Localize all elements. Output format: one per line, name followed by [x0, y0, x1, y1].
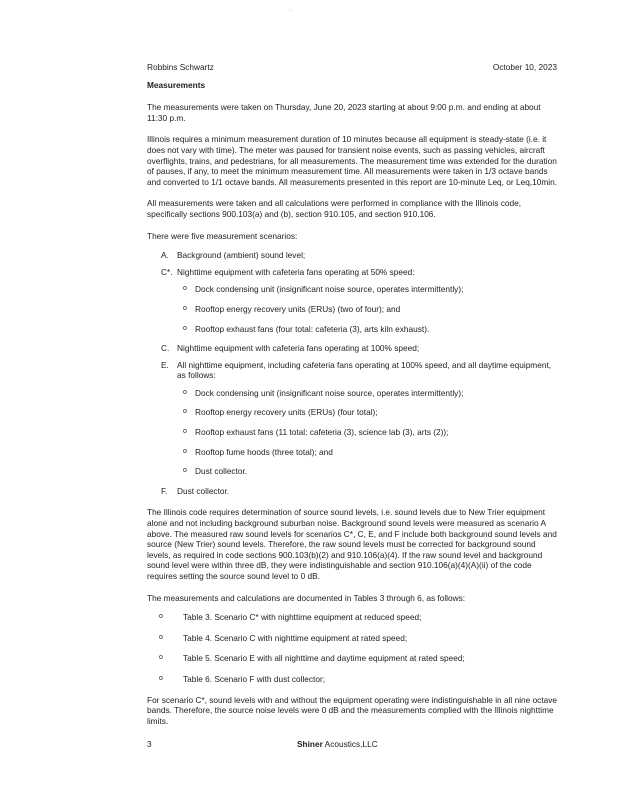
- document-page: [147, 62, 557, 737]
- scenario-item: [147, 250, 557, 261]
- table-list-item: [147, 633, 557, 644]
- bullet-icon: o: [159, 654, 163, 662]
- scan-mark: ·:·: [288, 8, 294, 14]
- equipment-text: Rooftop energy recovery units (ERUs) (two of four); and: [195, 303, 401, 314]
- bullet-icon: o: [183, 447, 187, 455]
- scenario-text: Background (ambient) sound level;: [177, 250, 306, 261]
- scenario-item: [147, 360, 557, 477]
- scenario-marker: A.: [161, 250, 169, 261]
- table-list-item: [147, 674, 557, 685]
- page-footer: [147, 739, 557, 750]
- scenario-item: [147, 343, 557, 354]
- bullet-icon: o: [159, 613, 163, 621]
- equipment-item: [173, 284, 557, 295]
- scenario-sublist: [173, 284, 557, 334]
- page-number: 3: [147, 739, 152, 749]
- table-list-text: Table 4. Scenario C with nighttime equipment at rated speed;: [183, 632, 408, 643]
- bullet-icon: o: [183, 304, 187, 312]
- bullet-icon: o: [159, 674, 163, 682]
- company-name-main: Shiner: [297, 739, 323, 749]
- bullet-icon: o: [183, 408, 187, 416]
- scenario-item: [147, 267, 557, 334]
- company-name-suffix: Acoustics,LLC: [322, 739, 378, 749]
- paragraph-7: For scenario C*, sound levels with and without the equipment operating were indistinguishable in all nine octave bands. Therefore, the source noise levels were 0 dB and the measurements complied with the Illinois nighttime limits.: [147, 694, 558, 726]
- equipment-text: Dock condensing unit (insignificant noise source, operates intermittently);: [195, 284, 464, 295]
- scenario-list: [147, 250, 557, 496]
- scenario-marker: E.: [161, 359, 169, 370]
- equipment-text: Dust collector.: [195, 466, 248, 477]
- scenario-text: All nighttime equipment, including cafeteria fans operating at 100% speed, and all daytime equipment, as follows:: [177, 359, 552, 381]
- scenario-marker: F.: [161, 485, 168, 496]
- table-list-text: Table 6. Scenario F with dust collector;: [183, 673, 326, 684]
- equipment-item: [173, 407, 557, 418]
- paragraph-2: Illinois requires a minimum measurement duration of 10 minutes because all equipment is steady-state (i.e. it does not vary with time). The meter was paused for transient noise events, such as passing vehicles, aircraft overflights, trains, and pedestrians, for all measurements. The measurement time was extended for the duration of pauses, if any, to meet the minimum measurement time. All measurements were taken in 1/3 octave bands and converted to 1/1 octave bands. All measurements presented in this report are 10-minute Leq, or Leq,10min.: [147, 134, 558, 187]
- equipment-text: Rooftop exhaust fans (11 total: cafeteria (3), science lab (3), arts (2));: [195, 427, 449, 438]
- scenario-text: Nighttime equipment with cafeteria fans operating at 50% speed:: [177, 266, 415, 277]
- bullet-icon: o: [183, 428, 187, 436]
- table-list-text: Table 3. Scenario C* with nighttime equipment at reduced speed;: [183, 612, 422, 623]
- page-header: [147, 62, 557, 73]
- scenario-marker: C*.: [161, 266, 173, 277]
- equipment-item: [173, 324, 557, 335]
- scenario-marker: C.: [161, 343, 170, 354]
- header-name: Robbins Schwartz: [147, 62, 214, 72]
- paragraph-4: There were five measurement scenarios:: [147, 230, 298, 241]
- paragraph-5: The Illinois code requires determination of source sound levels, i.e. sound levels due to New Trier equipment alone and not including background suburban noise. Background sound levels were measured as scenario A above. The measured raw sound levels for scenarios C*, C, E, and F include both background sound levels and source (New Trier) sound levels. Therefore, the raw sound levels must be corrected for background sound levels, as required in code sections 900.103(b)(2) and 910.106(a)(4). If the raw sound level and background sound level were within three dB, they were indistinguishable and section 910.106(a)(4)(A)(ii) of the code requires setting the source sound level to 0 dB.: [147, 507, 557, 581]
- equipment-text: Dock condensing unit (insignificant noise source, operates intermittently);: [195, 387, 464, 398]
- equipment-item: [173, 427, 557, 438]
- equipment-item: [173, 304, 557, 315]
- paragraph-1: The measurements were taken on Thursday, June 20, 2023 starting at about 9:00 p.m. and ending at about 11:30 p.m.: [147, 102, 541, 123]
- scenario-item: [147, 486, 557, 497]
- paragraph-3: All measurements were taken and all calculations were performed in compliance with the Illinois code, specifically sections 900.103(a) and (b), section 910.105, and section 910.106.: [147, 198, 522, 219]
- equipment-text: Rooftop fume hoods (three total); and: [195, 446, 333, 457]
- bullet-icon: o: [159, 633, 163, 641]
- section-heading: Measurements: [147, 79, 206, 90]
- header-date: October 10, 2023: [492, 62, 557, 72]
- scenario-sublist: [173, 388, 557, 477]
- bullet-icon: o: [183, 285, 187, 293]
- scenario-text: Dust collector.: [177, 485, 230, 496]
- equipment-text: Rooftop exhaust fans (four total: cafeteria (3), arts kiln exhaust).: [195, 323, 430, 334]
- equipment-item: [173, 447, 557, 458]
- equipment-text: Rooftop energy recovery units (ERUs) (four total);: [195, 407, 378, 418]
- table-list-item: [147, 612, 557, 623]
- scenario-text: Nighttime equipment with cafeteria fans operating at 100% speed;: [177, 343, 420, 354]
- bullet-icon: o: [183, 324, 187, 332]
- table-list-item: [147, 653, 557, 664]
- table-list-text: Table 5. Scenario E with all nighttime and daytime equipment at rated speed;: [183, 653, 465, 664]
- bullet-icon: o: [183, 388, 187, 396]
- paragraph-6: The measurements and calculations are documented in Tables 3 through 6, as follows:: [147, 592, 466, 603]
- equipment-item: [173, 388, 557, 399]
- equipment-item: [173, 466, 557, 477]
- table-list: [147, 612, 557, 684]
- company-name: [297, 739, 378, 750]
- bullet-icon: o: [183, 467, 187, 475]
